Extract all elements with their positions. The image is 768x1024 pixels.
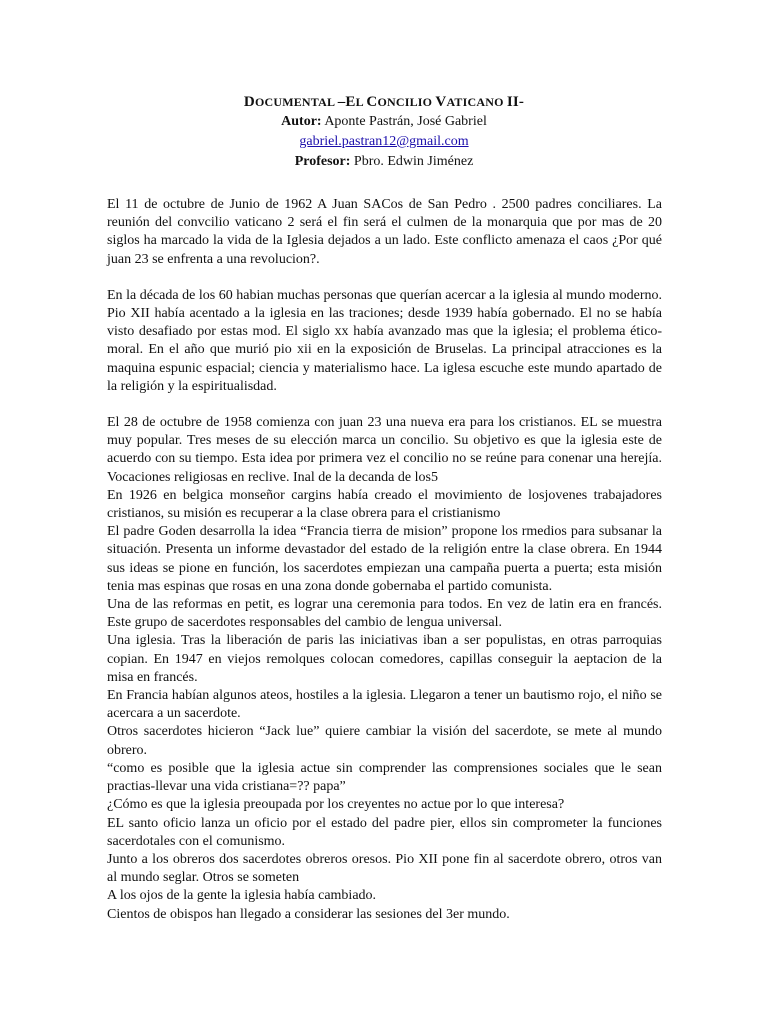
title-part: C	[366, 94, 378, 110]
paragraph: Una iglesia. Tras la liberación de paris las iniciativas iban a ser populistas, en otras parroquias copian. En 1947 en viejos remolques colocan comedores, capillas conseguir la aeptacion de la misa en francés.	[107, 633, 662, 685]
paragraph-gap	[107, 269, 662, 287]
title-part: V	[435, 94, 447, 110]
title-part: D	[243, 94, 255, 110]
document-title	[0, 92, 768, 112]
paragraph: Otros sacerdotes hicieron “Jack lue” quiere cambiar la visión del sacerdote, se mete al mundo obrero.	[107, 724, 662, 758]
paragraph: “como es posible que la iglesia actue sin comprender las comprensiones sociales que le sean practias-llevar una vida cristiana=?? papa”	[107, 760, 662, 795]
paragraph: En la década de los 60 habian muchas personas que querían acercar a la iglesia al mundo moderno. Pio XII había acentado a la iglesia en las traciones; desde 1939 había gobernado. El no se había visto desafiado por estas mod. El siglo xx había avanzado mas que la iglesia; el problema ético- moral. En el año que murió pio xii en la exposición de Bruselas. La principal atracciones es la maquina espunic espacial; ciencia y materialismo hace. La iglesa escuche este mundo apartado de la religión y la espiritualisdad.	[107, 287, 662, 394]
paragraph-gap	[107, 396, 662, 414]
professor-line	[0, 152, 768, 172]
author-name: Aponte Pastrán, José Gabriel	[324, 114, 487, 129]
professor-label: Profesor:	[294, 154, 351, 169]
title-part: –E	[337, 94, 356, 110]
author-line	[0, 112, 768, 132]
document-body	[107, 196, 662, 924]
paragraph: El padre Goden desarrolla la idea “Francia tierra de mision” propone los rmedios para subsanar la situación. Presenta un informe devastador del estado de la religión entre la clase obrera. En 1944 sus ideas se pione en función, los sacerdotes empiezan una campaña puerta a puerta; esta misión tenia mas espinas que rosas en una zona donde gobernaba el partido comunista.	[107, 524, 662, 594]
paragraph: Una de las reformas en petit, es lograr una ceremonia para todos. En vez de latin era en francés. Este grupo de sacerdotes responsables del cambio de lengua universal.	[107, 597, 662, 631]
author-label: Autor:	[281, 114, 322, 129]
title-part: ONCILIO	[377, 95, 436, 109]
title-part: OCUMENTAL	[254, 95, 338, 109]
paragraph: El 11 de octubre de Junio de 1962 A Juan SACos de San Pedro . 2500 padres conciliares. La reunión del convcilio vaticano 2 será el fin será el culmen de la monarquia que por mas de 20 siglos ha marcado la vida de la Iglesia dejados a un lado. Este conflicto amenaza el caos ¿Por qué juan 23 se enfrenta a una revolucion?.	[107, 197, 662, 267]
professor-name: Pbro. Edwin Jiménez	[353, 154, 474, 169]
paragraph: En 1926 en belgica monseñor cargins había creado el movimiento de losjovenes trabajadores cristianos, su misión es recuperar a la clase obrera para el cristianismo	[107, 487, 662, 522]
title-part: ATICANO	[446, 95, 507, 109]
paragraph: A los ojos de la gente la iglesia había cambiado.	[107, 888, 377, 904]
email-line	[0, 132, 768, 152]
email-link[interactable]: gabriel.pastran12@gmail.com	[299, 134, 469, 149]
paragraph: EL santo oficio lanza un oficio por el estado del padre pier, ellos sin comprometer la funciones sacerdotales con el comunismo.	[107, 815, 662, 849]
paragraph: Cientos de obispos han llegado a considerar las sesiones del 3er mundo.	[107, 906, 510, 922]
paragraph: El 28 de octubre de 1958 comienza con juan 23 una nueva era para los cristianos. EL se muestra muy popular. Tres meses de su elección marca un concilio. Su objetivo es que la iglesia este de acuerdo con su tiempo. Esta idea por primera vez el concilio no se reúne para conenar una herejía. Vocaciones religiosas en reclive. Inal de la decanda de los5	[107, 415, 662, 485]
title-part: L	[355, 95, 367, 109]
document-header	[0, 92, 768, 172]
paragraph: ¿Cómo es que la iglesia preoupada por los creyentes no actue por lo que interesa?	[107, 797, 565, 813]
title-part: II-	[506, 94, 525, 110]
paragraph: Junto a los obreros dos sacerdotes obreros oresos. Pio XII pone fin al sacerdote obrero, otros van al mundo seglar. Otros se someten	[107, 851, 662, 886]
paragraph: En Francia habían algunos ateos, hostiles a la iglesia. Llegaron a tener un bautismo rojo, el niño se acercara a un sacerdote.	[107, 688, 662, 722]
